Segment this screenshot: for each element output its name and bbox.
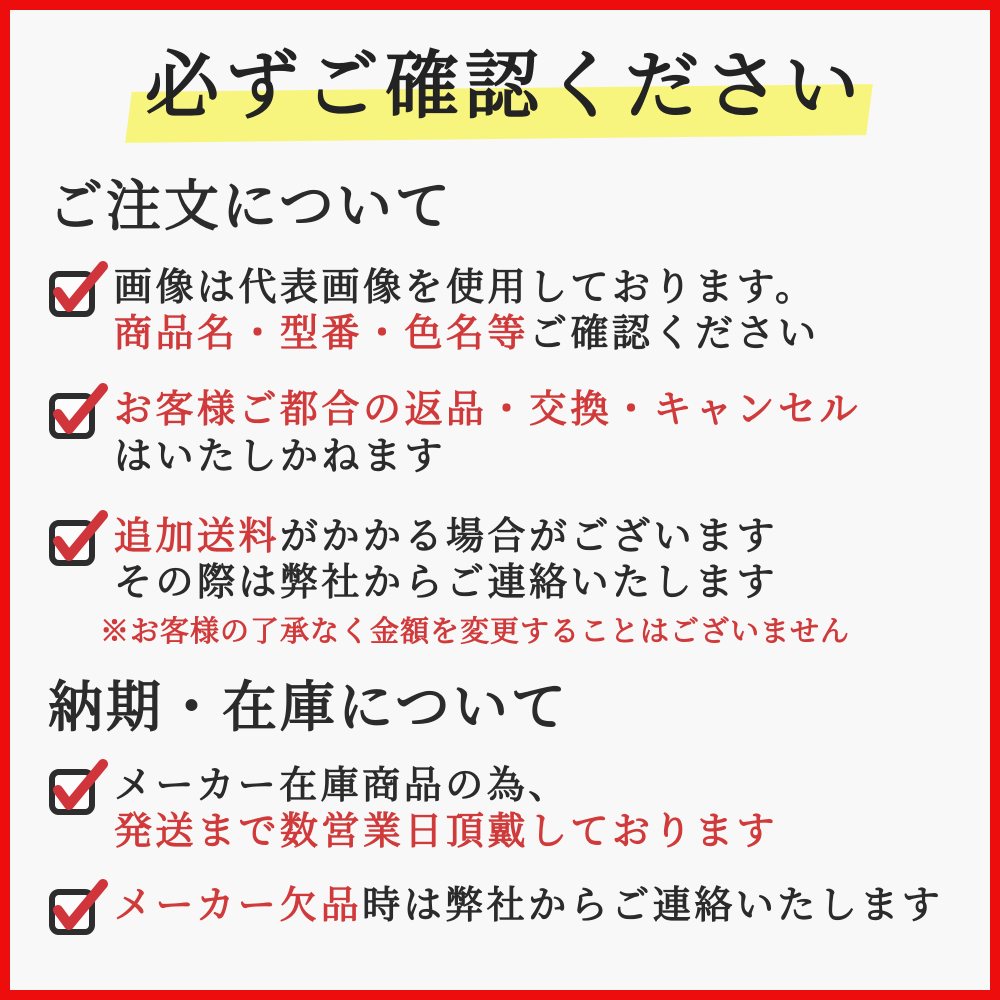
text-segment: その際は弊社からご連絡いたします — [114, 562, 779, 605]
page-title-text: 必ずご確認ください — [145, 46, 865, 128]
notice-line — [114, 434, 861, 480]
notice-item-maker-stock — [48, 763, 962, 856]
page-title — [145, 44, 865, 131]
text-segment-red: メーカー欠品 — [114, 885, 363, 928]
text-segment-red: お客様ご都合の返品・交換・キャンセル — [114, 389, 862, 432]
notice-line — [114, 560, 850, 606]
notice-line — [114, 387, 861, 433]
notice-item-returns — [48, 387, 962, 480]
notice-item-text — [114, 387, 861, 480]
section-heading-stock: 納期・在庫について — [48, 676, 569, 738]
checked-checkbox-icon — [48, 879, 108, 937]
notice-item-text — [100, 514, 851, 650]
text-segment: 画像は代表画像を使用しております。 — [114, 266, 817, 309]
notice-item-maker-shortage — [48, 883, 962, 937]
checked-checkbox-icon — [48, 261, 108, 319]
notice-line — [114, 514, 850, 560]
notice-line — [114, 311, 820, 357]
notice-line — [114, 265, 820, 311]
text-segment: がかかる場合がございます — [280, 516, 779, 558]
text-segment-red: ※お客様の了承なく金額を変更することはございません — [100, 615, 851, 648]
notice-item-representative-image — [48, 265, 962, 358]
text-segment: はいたしかねます — [114, 435, 447, 478]
text-segment: 時は弊社からご連絡いたします — [362, 885, 944, 928]
notice-line — [114, 809, 778, 855]
notice-content — [10, 44, 990, 937]
text-segment-red: 追加送料 — [114, 516, 281, 558]
checked-checkbox-icon — [48, 510, 108, 568]
section-heading-orders: ご注文について — [48, 176, 453, 238]
notice-item-text — [114, 883, 943, 929]
notice-item-extra-shipping — [48, 514, 962, 650]
text-segment: メーカー在庫商品の為、 — [114, 764, 570, 807]
text-segment-red: 発送まで数営業日頂戴しております — [114, 811, 779, 854]
text-segment: ご確認ください — [529, 312, 820, 355]
notice-line — [114, 883, 943, 929]
notice-line — [114, 763, 778, 809]
title-block — [48, 44, 962, 131]
text-segment-red: 商品名・型番・色名等 — [114, 312, 530, 355]
checked-checkbox-icon — [48, 383, 108, 441]
notice-item-text — [114, 265, 820, 358]
checked-checkbox-icon — [48, 759, 108, 817]
notice-item-text — [114, 763, 778, 856]
notice-footnote — [100, 615, 850, 650]
